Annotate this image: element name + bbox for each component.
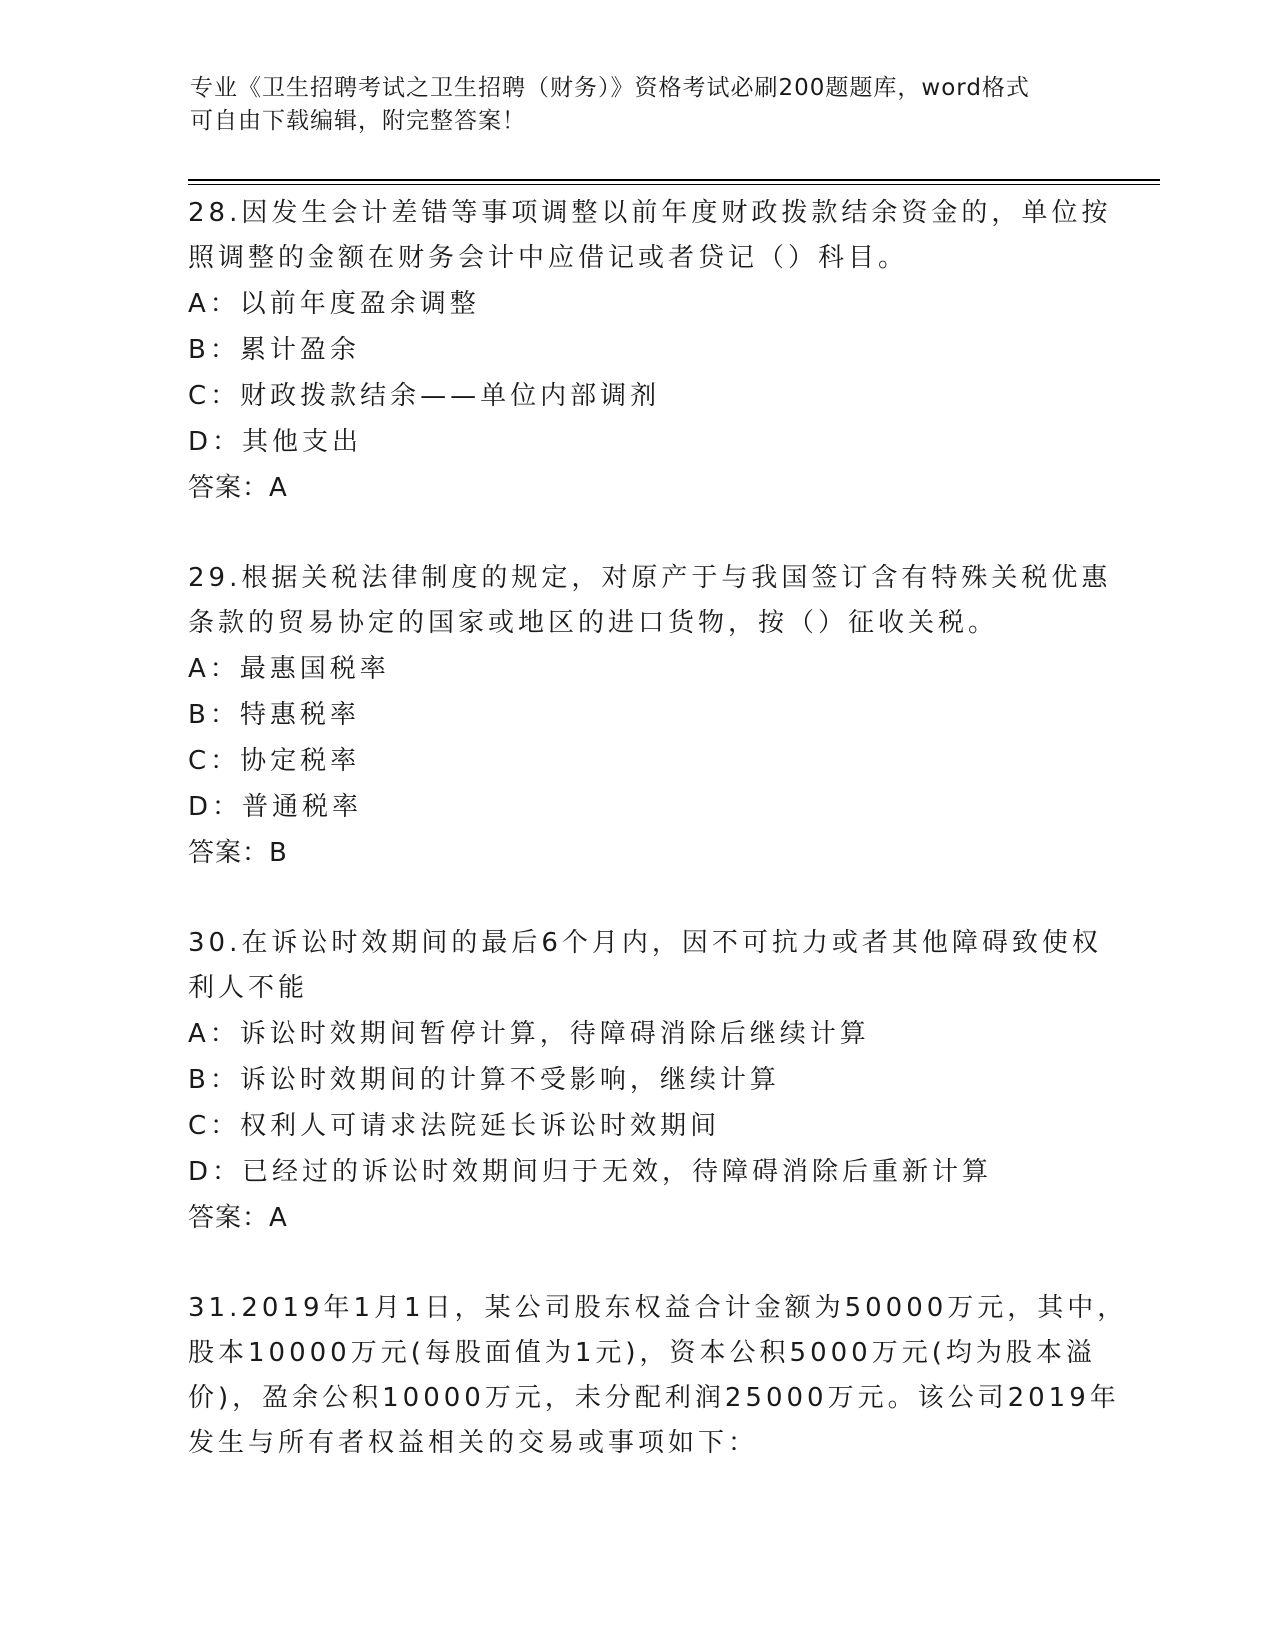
option-c: C：财政拨款结余——单位内部调剂	[188, 381, 661, 411]
question-stem-line: 股本10000万元(每股面值为1元)，资本公积5000万元(均为股本溢	[188, 1338, 1096, 1368]
question-30	[188, 921, 1102, 1241]
question-stem-line: 照调整的金额在财务会计中应借记或者贷记（）科目。	[188, 243, 909, 273]
question-31	[188, 1286, 1128, 1466]
header-line-1: 专业《卫生招聘考试之卫生招聘（财务）》资格考试必刷200题题库，word格式	[190, 75, 1030, 101]
question-stem-line: 31.2019年1月1日，某公司股东权益合计金额为50000万元，其中，	[188, 1293, 1128, 1323]
header-line-2: 可自由下载编辑，附完整答案！	[190, 108, 526, 134]
option-c: C：权利人可请求法院延长诉讼时效期间	[188, 1111, 721, 1141]
header-divider-thin	[188, 184, 1160, 185]
header-divider-thick	[188, 179, 1160, 181]
option-d: D：其他支出	[188, 427, 363, 457]
answer: 答案：B	[188, 838, 288, 868]
document-header	[190, 72, 1090, 138]
question-stem-line: 利人不能	[188, 973, 309, 1003]
option-a: A：以前年度盈余调整	[188, 289, 480, 319]
option-a: A：诉讼时效期间暂停计算，待障碍消除后继续计算	[188, 1019, 870, 1049]
question-stem-line: 价)，盈余公积10000万元，未分配利润25000万元。该公司2019年	[188, 1383, 1120, 1413]
answer: 答案：A	[188, 1203, 288, 1233]
option-b: B：诉讼时效期间的计算不受影响，继续计算	[188, 1065, 780, 1095]
question-29	[188, 556, 1112, 876]
option-c: C：协定税率	[188, 746, 361, 776]
question-stem-line: 28.因发生会计差错等事项调整以前年度财政拨款结余资金的，单位按	[188, 198, 1112, 228]
option-b: B：特惠税率	[188, 700, 360, 730]
question-stem-line: 条款的贸易协定的国家或地区的进口货物，按（）征收关税。	[188, 608, 999, 638]
option-d: D：已经过的诉讼时效期间归于无效，待障碍消除后重新计算	[188, 1157, 993, 1187]
question-stem-line: 29.根据关税法律制度的规定，对原产于与我国签订含有特殊关税优惠	[188, 563, 1112, 593]
option-a: A：最惠国税率	[188, 654, 390, 684]
question-stem-line: 30.在诉讼时效期间的最后6个月内，因不可抗力或者其他障碍致使权	[188, 928, 1102, 958]
option-d: D：普通税率	[188, 792, 363, 822]
question-28	[188, 191, 1112, 511]
question-stem-line: 发生与所有者权益相关的交易或事项如下：	[188, 1428, 759, 1458]
option-b: B：累计盈余	[188, 335, 360, 365]
answer: 答案：A	[188, 473, 288, 503]
